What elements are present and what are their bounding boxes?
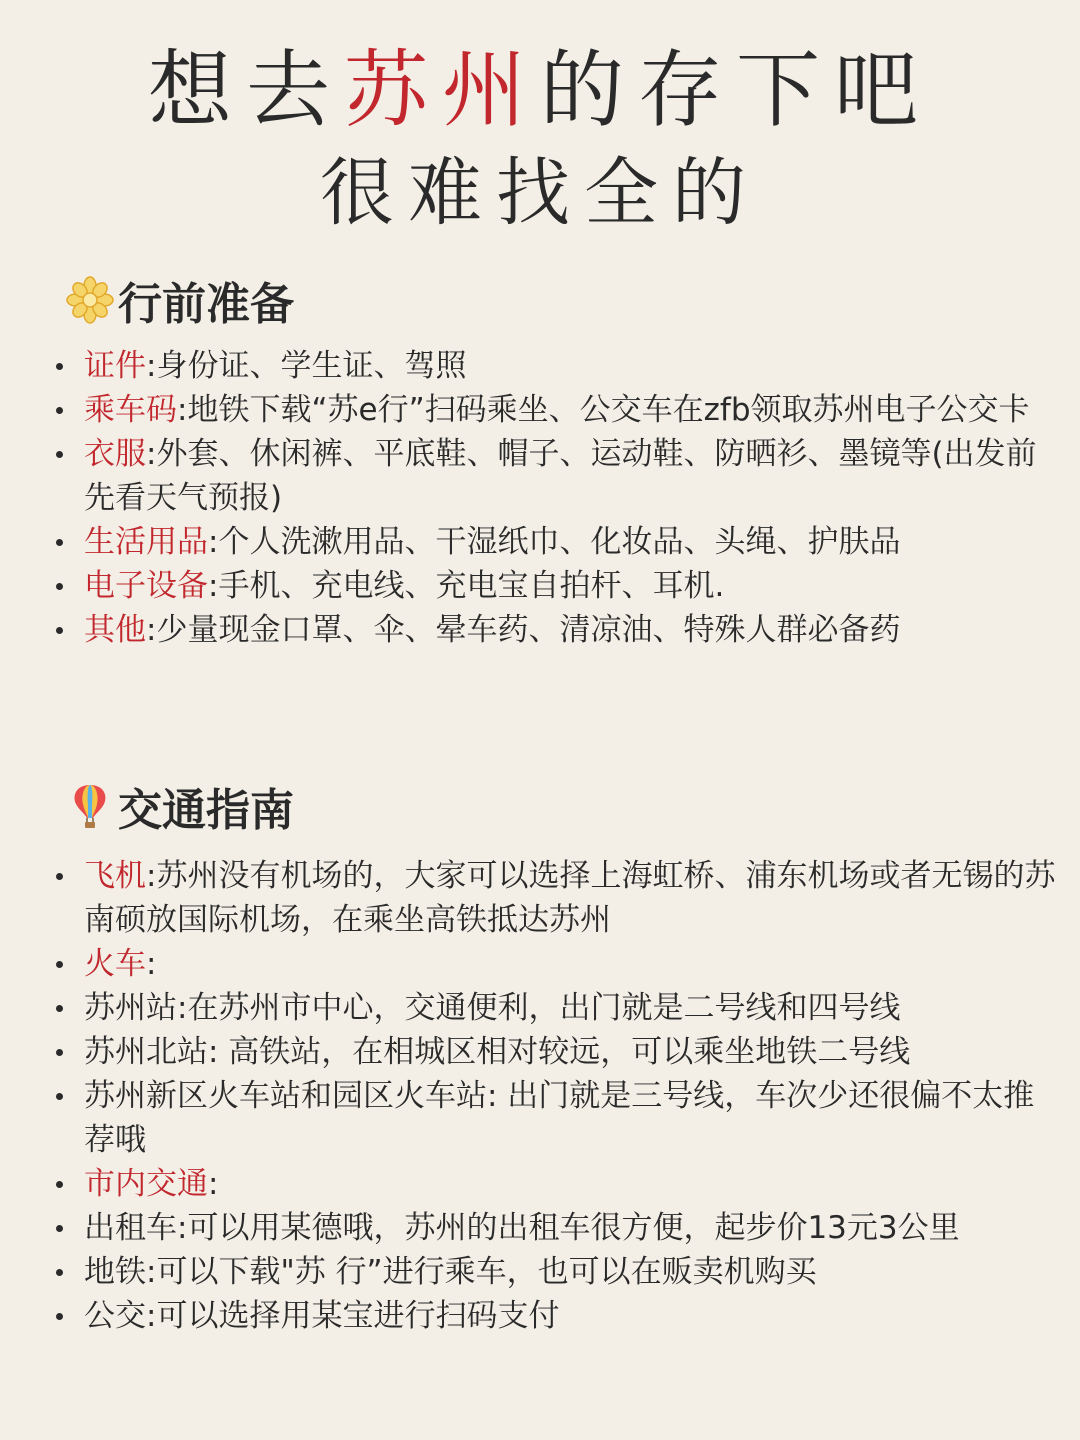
item-text: : (146, 946, 157, 982)
list-item (50, 564, 1060, 608)
section-heading-transport (66, 776, 294, 836)
section-heading-preparation (66, 270, 294, 330)
item-text: 苏州新区火车站和园区火车站: 出门就是三号线，车次少还很偏不太推荐哦 (84, 1078, 1035, 1158)
item-label: 飞机 (84, 858, 146, 894)
page-subtitle: 很难找全的 (320, 150, 760, 236)
item-text: 公交:可以选择用某宝进行扫码支付 (84, 1298, 560, 1334)
item-text: :外套、休闲裤、平底鞋、帽子、运动鞋、防晒衫、墨镜等(出发前先看天气预报) (84, 436, 1037, 516)
item-label: 生活用品 (84, 524, 208, 560)
item-text: :苏州没有机场的，大家可以选择上海虹桥、浦东机场或者无锡的苏南硕放国际机场，在乘坐高铁抵达苏州 (84, 858, 1056, 938)
item-label: 衣服 (84, 436, 146, 472)
item-label: 其他 (84, 612, 146, 648)
flower-icon (66, 276, 114, 324)
list-item (50, 344, 1060, 388)
list-item (50, 608, 1060, 652)
item-text: : (208, 1166, 219, 1202)
transport-list (50, 854, 1060, 1338)
hot-air-balloon-icon (66, 782, 114, 830)
list-item (50, 854, 1060, 942)
item-text: 苏州站:在苏州市中心，交通便利，出门就是二号线和四号线 (84, 990, 901, 1026)
list-item (50, 432, 1060, 520)
item-label: 乘车码 (84, 392, 177, 428)
item-text: :手机、充电线、充电宝自拍杆、耳机. (208, 568, 725, 604)
list-item (50, 942, 1060, 986)
list-item (50, 1206, 1060, 1250)
item-label: 火车 (84, 946, 146, 982)
page-title (0, 40, 1080, 140)
item-text: 地铁:可以下载"苏 行”进行乘车，也可以在贩卖机购买 (84, 1254, 817, 1290)
title-highlight: 苏州 (343, 41, 540, 139)
section-title: 行前准备 (118, 279, 294, 330)
list-item (50, 388, 1060, 432)
title-part: 想去 (147, 41, 344, 139)
list-item (50, 986, 1060, 1030)
list-item (50, 1294, 1060, 1338)
title-part: 的存下吧 (540, 41, 933, 139)
item-text: 出租车:可以用某德哦，苏州的出租车很方便，起步价13元3公里 (84, 1210, 960, 1246)
list-item (50, 1074, 1060, 1162)
item-text: :身份证、学生证、驾照 (146, 348, 467, 384)
item-text: :个人洗漱用品、干湿纸巾、化妆品、头绳、护肤品 (208, 524, 901, 560)
item-label: 市内交通 (84, 1166, 208, 1202)
list-item (50, 1162, 1060, 1206)
item-label: 电子设备 (84, 568, 208, 604)
item-label: 证件 (84, 348, 146, 384)
list-item (50, 1250, 1060, 1294)
list-item (50, 520, 1060, 564)
preparation-list (50, 344, 1060, 652)
item-text: :少量现金口罩、伞、晕车药、清凉油、特殊人群必备药 (146, 612, 901, 648)
list-item (50, 1030, 1060, 1074)
item-text: :地铁下载“苏e行”扫码乘坐、公交车在zfb领取苏州电子公交卡 (177, 392, 1030, 428)
section-title: 交通指南 (118, 785, 294, 836)
item-text: 苏州北站: 高铁站，在相城区相对较远，可以乘坐地铁二号线 (84, 1034, 911, 1070)
